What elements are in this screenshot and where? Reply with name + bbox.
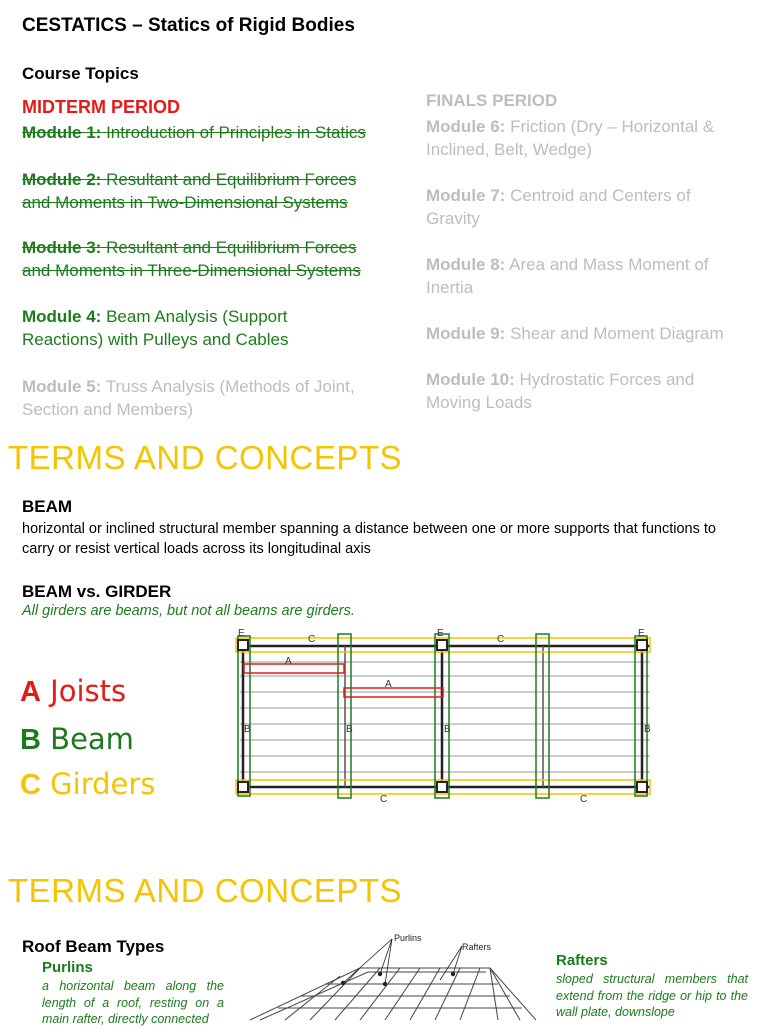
diagram-label-c: C (580, 794, 588, 805)
roof-beam-types-title: Roof Beam Types (22, 937, 165, 956)
fig-label-rafters: Rafters (462, 942, 492, 952)
module-number: Module 4: (22, 307, 102, 326)
terms-heading: TERMS AND CONCEPTS (8, 439, 403, 476)
roof-framing-figure (240, 928, 540, 1024)
legend-letter: A (20, 676, 41, 708)
legend-joists (20, 674, 126, 709)
module-8 (426, 253, 709, 299)
module-desc: Centroid and Centers of (510, 186, 691, 205)
module-number: Module 10: (426, 370, 515, 389)
module-desc-line2: Gravity (426, 209, 480, 228)
module-desc: Shear and Moment Diagram (510, 324, 724, 343)
module-2 (22, 168, 356, 214)
diagram-label-b: B (644, 724, 651, 735)
legend-letter: B (20, 724, 41, 756)
module-desc: Introduction of Principles in Statics (106, 123, 366, 142)
module-desc-line2: Inertia (426, 278, 474, 297)
diagram-label-b: B (244, 724, 251, 735)
diagram-label-a: A (385, 679, 392, 690)
purlins-title: Purlins (42, 959, 93, 976)
module-desc: Truss Analysis (Methods of Joint, (105, 377, 355, 396)
module-4 (22, 305, 288, 351)
module-desc: Resultant and Equilibrium Forces (106, 170, 357, 189)
legend-label: Joists (50, 674, 127, 708)
module-desc-line2: Section and Members) (22, 400, 194, 419)
module-10 (426, 368, 694, 414)
framing-plan-diagram (230, 624, 660, 806)
diagram-label-b: B (444, 724, 451, 735)
legend-girders (20, 767, 155, 802)
module-number: Module 6: (426, 117, 506, 136)
diagram-label-e: E (437, 628, 444, 639)
module-number: Module 9: (426, 324, 506, 343)
module-desc-line2: Reactions) with Pulleys and Cables (22, 330, 289, 349)
diagram-label-c: C (497, 634, 505, 645)
midterm-period-label: MIDTERM PERIOD (22, 97, 181, 117)
module-number: Module 7: (426, 186, 506, 205)
purlins-definition: a horizontal beam along the length of a roof, resting on a main rafter, directly connected (42, 979, 224, 1026)
legend-letter: C (20, 769, 41, 801)
module-desc: Area and Mass Moment of (509, 255, 709, 274)
module-desc-line2: Moving Loads (426, 393, 532, 412)
beam-definition: horizontal or inclined structural member spanning a distance between one or more supports that functions to carry or resist vertical loads across its longitudinal axis (22, 521, 716, 557)
diagram-label-c: C (308, 634, 316, 645)
module-desc: Beam Analysis (Support (106, 307, 288, 326)
diagram-label-e: E (238, 628, 245, 639)
module-3 (22, 236, 361, 282)
module-number: Module 3: (22, 238, 102, 257)
page-title: CESTATICS – Statics of Rigid Bodies (22, 15, 355, 36)
module-1 (22, 121, 366, 144)
diagram-label-b: B (346, 724, 353, 735)
module-number: Module 2: (22, 170, 102, 189)
module-number: Module 5: (22, 377, 102, 396)
beam-vs-girder-title: BEAM vs. GIRDER (22, 582, 172, 601)
module-desc: Hydrostatic Forces and (519, 370, 695, 389)
legend-beam (20, 722, 134, 757)
diagram-label-c: C (380, 794, 388, 805)
module-6 (426, 115, 714, 161)
module-desc-line2: and Moments in Two-Dimensional Systems (22, 193, 348, 212)
module-desc: Resultant and Equilibrium Forces (106, 238, 357, 257)
legend-label: Beam (50, 722, 134, 756)
module-desc-line2: Inclined, Belt, Wedge) (426, 140, 592, 159)
legend-label: Girders (50, 767, 156, 801)
module-9 (426, 322, 724, 345)
terms-heading-2: TERMS AND CONCEPTS (8, 872, 403, 909)
diagram-label-e: E (638, 628, 645, 639)
module-desc: Friction (Dry – Horizontal & (510, 117, 715, 136)
girder-note: All girders are beams, but not all beams are girders. (22, 603, 355, 619)
beam-title: BEAM (22, 497, 73, 516)
rafters-title: Rafters (556, 952, 608, 969)
finals-period-label: FINALS PERIOD (426, 91, 558, 110)
module-number: Module 1: (22, 123, 102, 142)
module-number: Module 8: (426, 255, 506, 274)
fig-label-purlins: Purlins (394, 933, 422, 943)
course-topics-heading: Course Topics (22, 64, 139, 83)
module-desc-line2: and Moments in Three-Dimensional Systems (22, 261, 361, 280)
module-7 (426, 184, 691, 230)
module-5 (22, 375, 355, 421)
diagram-label-a: A (285, 656, 292, 667)
rafters-definition: sloped structural members that extend from the ridge or hip to the wall plate, downslope (556, 972, 748, 1019)
